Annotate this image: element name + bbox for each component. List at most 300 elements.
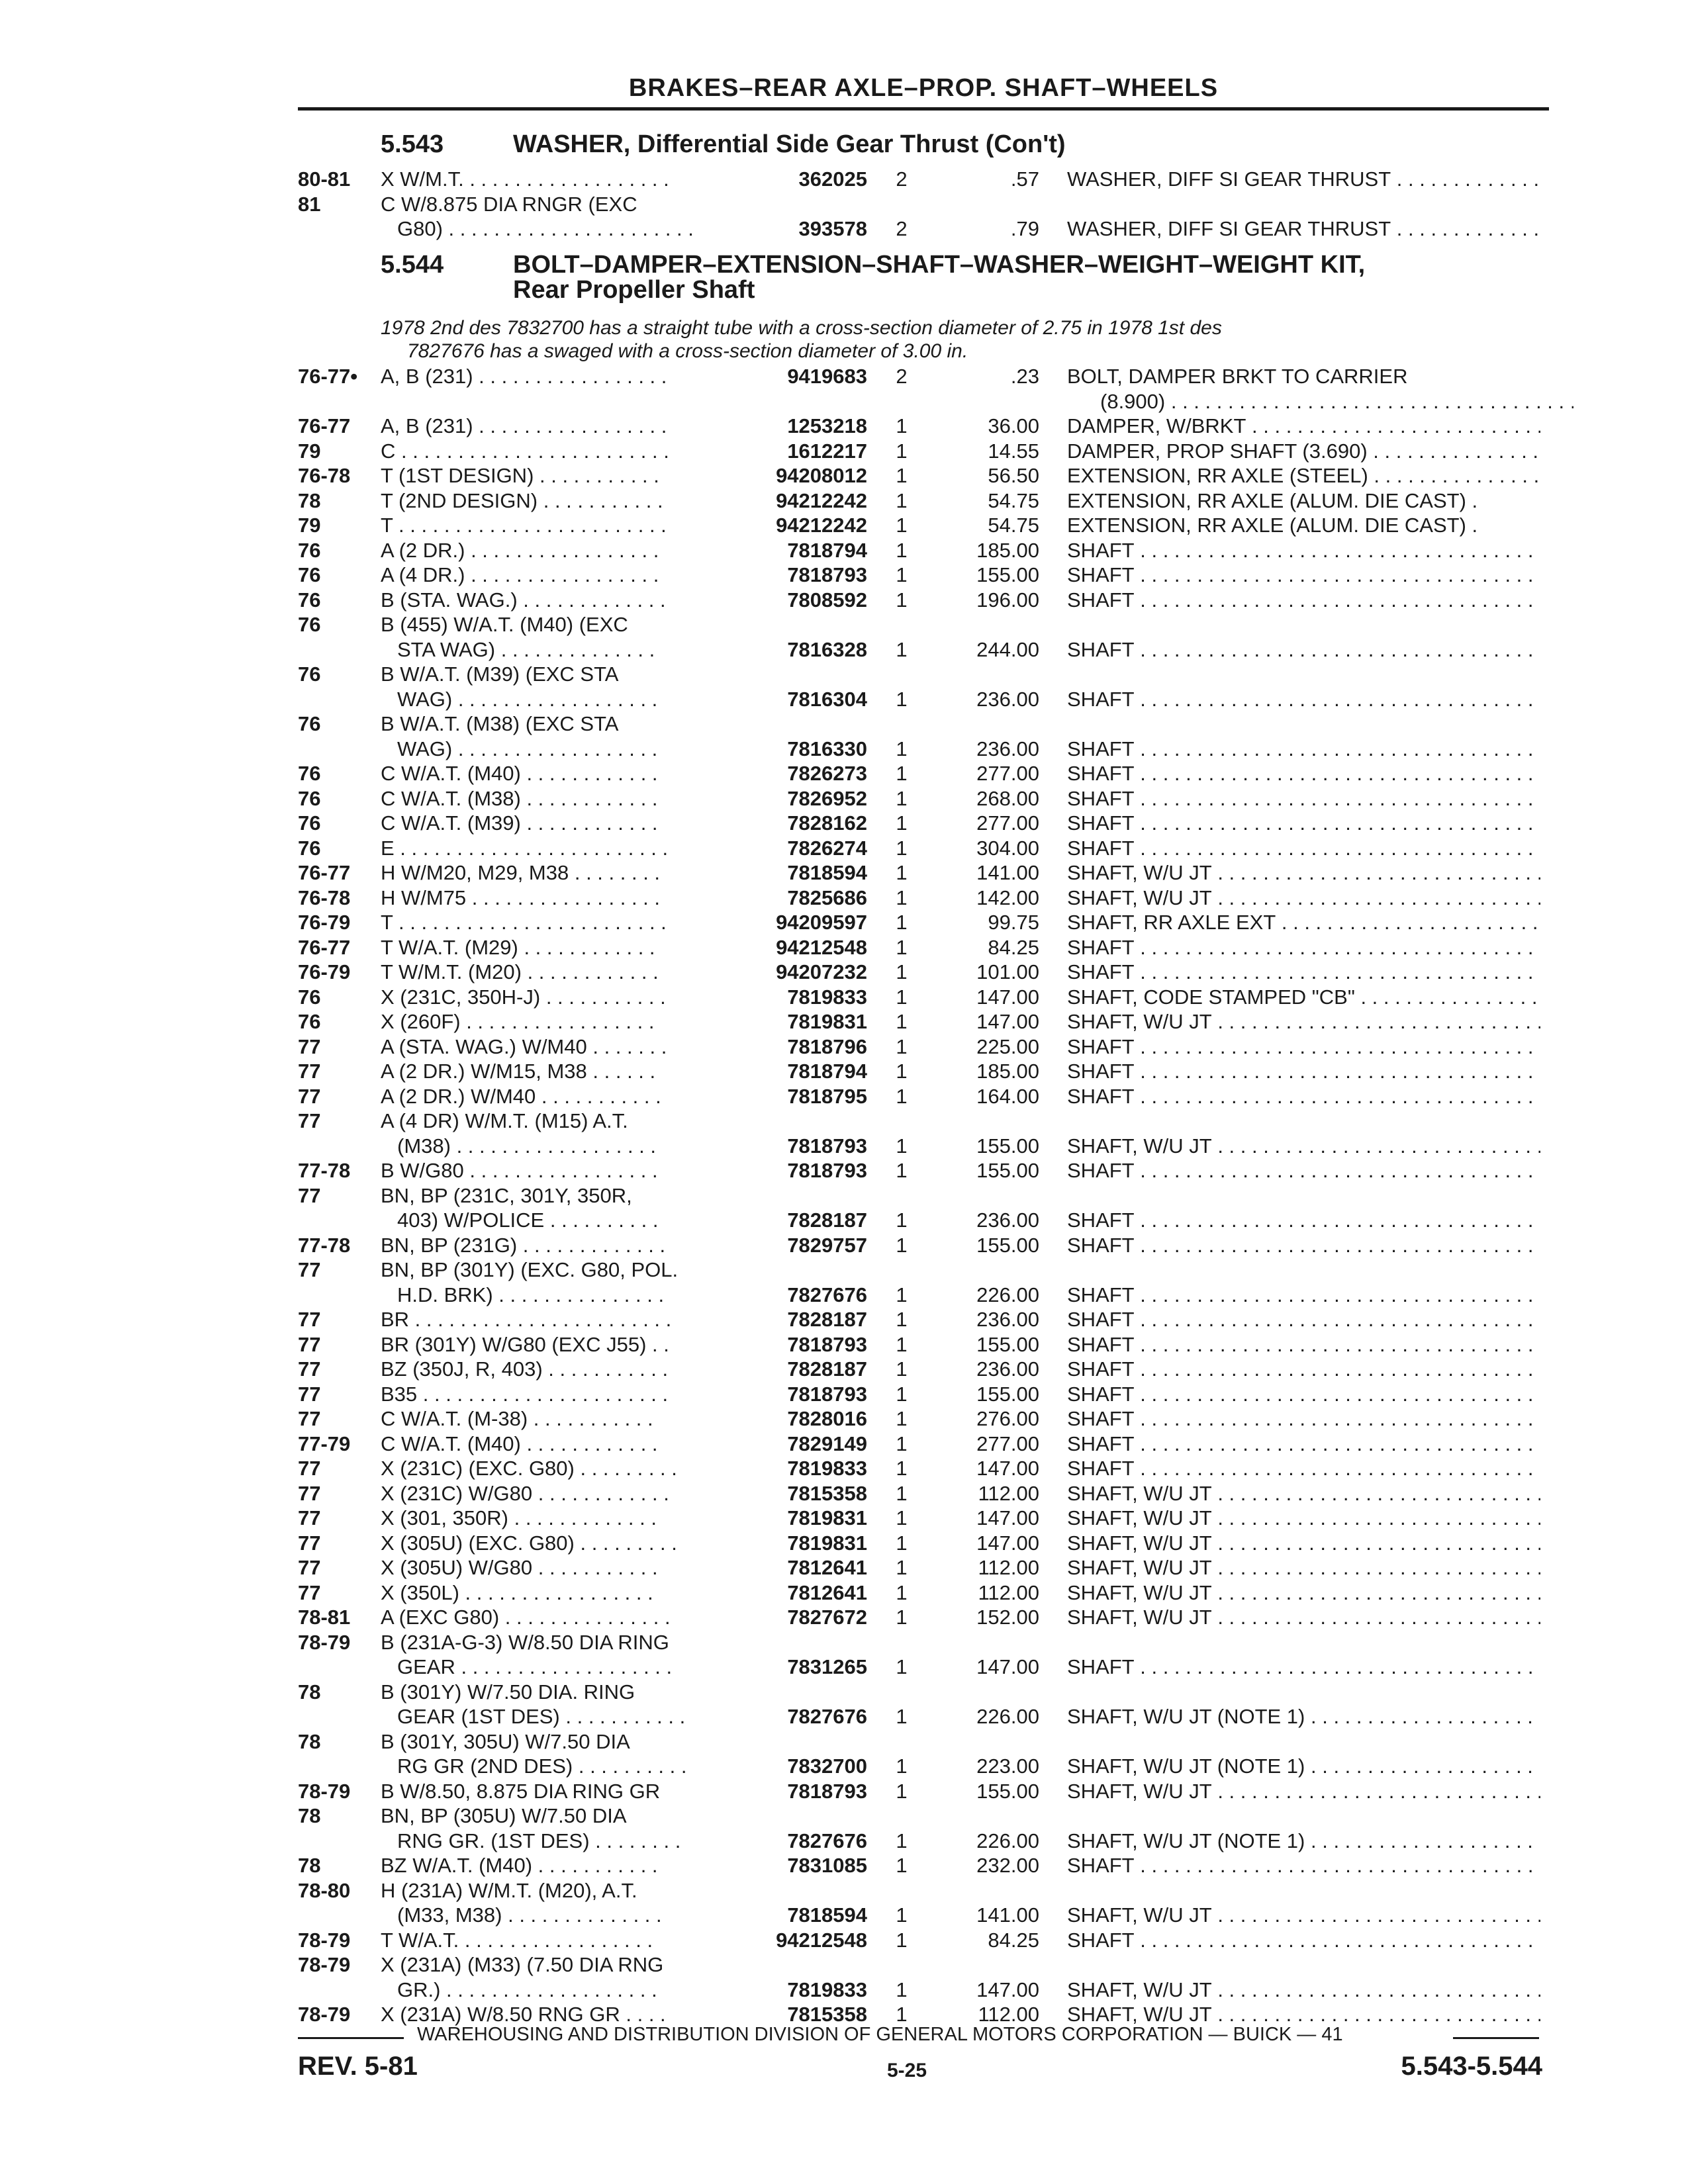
- table-row: [0, 1109, 1688, 1133]
- year-cell: 76: [298, 613, 321, 636]
- description-cell: DAMPER, W/BRKT . . .: [1067, 414, 1540, 438]
- quantity-cell: 1: [896, 1134, 908, 1158]
- model-cell: A, B (231) . . . . . . . . . . . . . . . . .: [381, 414, 667, 437]
- model-cell: B (231A-G-3) W/8.50 DIA RING: [381, 1630, 669, 1654]
- year-cell: 76: [298, 712, 321, 735]
- description-cell: SHAFT, W/U JT . . .: [1067, 1134, 1540, 1158]
- year-cell: 79: [298, 439, 321, 463]
- model-cell: X (301, 350R) . . . . . . . . . . . . .: [381, 1506, 657, 1529]
- model-cell: BR . . . . . . . . . . . . . . . . . . . . . . .: [381, 1308, 672, 1331]
- year-cell: 76: [298, 538, 321, 562]
- part-number-cell: 7815358: [787, 2003, 867, 2026]
- part-number-cell: 94209597: [776, 911, 867, 934]
- table-row: [0, 1233, 1688, 1257]
- part-number-cell: 7818793: [787, 1134, 867, 1158]
- year-cell: 76: [298, 662, 321, 686]
- part-number-cell: 7827672: [787, 1606, 867, 1629]
- year-cell: 77: [298, 1060, 321, 1083]
- year-cell: 78: [298, 1854, 321, 1877]
- table-row: [0, 1432, 1688, 1456]
- part-number-cell: 7831085: [787, 1854, 867, 1877]
- year-cell: 77: [298, 1109, 321, 1132]
- part-number-cell: 7808592: [787, 588, 867, 612]
- price-cell: 223.00: [976, 1754, 1039, 1778]
- model-cell: E . . . . . . . . . . . . . . . . . . . . . . . .: [381, 836, 669, 860]
- model-cell: B (301Y, 305U) W/7.50 DIA: [381, 1729, 630, 1753]
- price-cell: 277.00: [976, 762, 1039, 785]
- price-cell: 142.00: [976, 886, 1039, 909]
- model-cell: T (2ND DESIGN) . . . . . . . . . . .: [381, 488, 663, 512]
- quantity-cell: 1: [896, 1357, 908, 1381]
- price-cell: 276.00: [976, 1407, 1039, 1430]
- description-cell: SHAFT, W/U JT (NOTE 1) . . .: [1067, 1704, 1540, 1729]
- description-cell: SHAFT, W/U JT . . .: [1067, 1779, 1540, 1803]
- part-number-cell: 7828016: [787, 1407, 867, 1430]
- price-cell: 147.00: [976, 1655, 1039, 1678]
- model-cell: X (305U) W/G80 . . . . . . . . . . .: [381, 1556, 658, 1579]
- year-cell: 76-79: [298, 911, 351, 934]
- model-cell: H (231A) W/M.T. (M20), A.T.: [381, 1878, 637, 1902]
- table-row: [0, 1952, 1688, 1977]
- year-cell: 76: [298, 811, 321, 835]
- model-cell: A (EXC G80) . . . . . . . . . . . . . . .: [381, 1606, 671, 1629]
- model-cell: H W/M20, M29, M38 . . . . . . . .: [381, 861, 661, 884]
- table-row: [0, 1257, 1688, 1282]
- price-cell: 196.00: [976, 588, 1039, 612]
- quantity-cell: 1: [896, 886, 908, 909]
- quantity-cell: 1: [896, 464, 908, 487]
- price-cell: 155.00: [976, 1134, 1039, 1158]
- price-cell: 164.00: [976, 1084, 1039, 1108]
- model-cell: H W/M75 . . . . . . . . . . . . . . . . .: [381, 886, 661, 909]
- description-cell: SHAFT, W/U JT . . .: [1067, 1506, 1540, 1530]
- table-row: [0, 985, 1688, 1009]
- price-cell: 185.00: [976, 1060, 1039, 1083]
- quantity-cell: 1: [896, 2003, 908, 2026]
- price-cell: 185.00: [976, 538, 1039, 562]
- part-number-cell: 7819831: [787, 1506, 867, 1529]
- table-row: [0, 588, 1688, 612]
- table-row: [0, 216, 1688, 241]
- description-cell: SHAFT, W/U JT (NOTE 1) . . .: [1067, 1829, 1540, 1853]
- price-cell: .57: [1010, 167, 1039, 191]
- quantity-cell: 1: [896, 1382, 908, 1406]
- year-cell: 78-79: [298, 1779, 351, 1803]
- table-row: [0, 1158, 1688, 1183]
- page-header-title: BRAKES–REAR AXLE–PROP. SHAFT–WHEELS: [628, 74, 1219, 102]
- table-row: [0, 1829, 1688, 1853]
- part-number-cell: 7828187: [787, 1308, 867, 1331]
- price-cell: 84.25: [988, 1928, 1039, 1952]
- quantity-cell: 1: [896, 836, 908, 860]
- quantity-cell: 1: [896, 1332, 908, 1356]
- year-cell: 81: [298, 192, 321, 216]
- model-cell: RG GR (2ND DES) . . . . . . . . . .: [397, 1754, 687, 1778]
- model-cell: BN, BP (305U) W/7.50 DIA: [381, 1804, 627, 1827]
- price-cell: 236.00: [976, 1357, 1039, 1381]
- table-row: [0, 836, 1688, 860]
- note-line2: 7827676 has a swaged with a cross-section diameter of 3.00 in.: [407, 340, 968, 362]
- model-cell: X (260F) . . . . . . . . . . . . . . . . .: [381, 1010, 655, 1033]
- model-cell: A, B (231) . . . . . . . . . . . . . . . . .: [381, 365, 667, 388]
- price-cell: 141.00: [976, 1903, 1039, 1927]
- part-number-cell: 7826273: [787, 762, 867, 785]
- description-cell: SHAFT, W/U JT . . .: [1067, 1605, 1540, 1629]
- footer-rule-right: [1453, 2037, 1539, 2039]
- price-cell: 112.00: [978, 2003, 1039, 2026]
- part-number-cell: 7816304: [787, 687, 867, 711]
- table-row: [0, 886, 1688, 910]
- price-cell: .79: [1010, 217, 1039, 240]
- footer-page-number: 5-25: [887, 2060, 927, 2081]
- year-cell: 76: [298, 563, 321, 586]
- description-cell: SHAFT . . .: [1067, 1208, 1540, 1232]
- model-cell: C . . . . . . . . . . . . . . . . . . . . . . . .: [381, 439, 669, 463]
- model-cell: BN, BP (231C, 301Y, 350R,: [381, 1183, 632, 1207]
- price-cell: 147.00: [976, 1010, 1039, 1033]
- part-number-cell: 7826952: [787, 786, 867, 810]
- part-number-cell: 7816328: [787, 637, 867, 661]
- description-cell: SHAFT . . .: [1067, 637, 1540, 662]
- table-row: [0, 1680, 1688, 1704]
- table-row: [0, 612, 1688, 637]
- table-row: [0, 637, 1688, 662]
- model-cell: X (231A) W/8.50 RNG GR . . . .: [381, 2003, 666, 2026]
- quantity-cell: 1: [896, 935, 908, 959]
- description-cell: SHAFT . . .: [1067, 1853, 1540, 1878]
- year-cell: 77: [298, 1332, 321, 1356]
- quantity-cell: 1: [896, 1457, 908, 1480]
- model-cell: X (231A) (M33) (7.50 DIA RNG: [381, 1953, 664, 1976]
- part-number-cell: 7818594: [787, 861, 867, 884]
- description-cell: SHAFT . . .: [1067, 1332, 1540, 1357]
- year-cell: 76-78: [298, 464, 351, 487]
- table-row: [0, 1878, 1688, 1903]
- description-cell: SHAFT . . .: [1067, 1158, 1540, 1183]
- model-cell: C W/A.T. (M39) . . . . . . . . . . . .: [381, 811, 658, 835]
- table-row: [0, 192, 1688, 216]
- price-cell: 14.55: [988, 439, 1039, 463]
- part-number-cell: 7818793: [787, 563, 867, 586]
- footer-section-range: 5.543-5.544: [1401, 2052, 1542, 2081]
- description-cell: EXTENSION, RR AXLE (ALUM. DIE CAST) .: [1067, 488, 1478, 512]
- quantity-cell: 1: [896, 1705, 908, 1728]
- model-cell: STA WAG) . . . . . . . . . . . . . .: [397, 637, 655, 661]
- description-cell: SHAFT, W/U JT . . .: [1067, 1531, 1540, 1555]
- table-row: [0, 960, 1688, 984]
- model-cell: A (4 DR) W/M.T. (M15) A.T.: [381, 1109, 628, 1132]
- part-number-cell: 7829149: [787, 1432, 867, 1455]
- quantity-cell: 1: [896, 1531, 908, 1555]
- quantity-cell: 1: [896, 861, 908, 884]
- model-cell: C W/A.T. (M40) . . . . . . . . . . . .: [381, 762, 658, 785]
- description-cell: WASHER, DIFF SI GEAR THRUST . . .: [1067, 167, 1540, 191]
- year-cell: 76: [298, 985, 321, 1009]
- model-cell: B W/A.T. (M39) (EXC STA: [381, 662, 619, 686]
- price-cell: 147.00: [976, 1978, 1039, 2001]
- table-row: [0, 2002, 1688, 2026]
- table-row: [0, 1183, 1688, 1208]
- year-cell: 78-79: [298, 2003, 351, 2026]
- description-cell: SHAFT, W/U JT (NOTE 1) . . .: [1067, 1754, 1540, 1778]
- part-number-cell: 7819833: [787, 985, 867, 1009]
- description-cell: SHAFT . . .: [1067, 960, 1540, 984]
- part-number-cell: 7831265: [787, 1655, 867, 1678]
- quantity-cell: 1: [896, 1754, 908, 1778]
- part-number-cell: 94212548: [776, 935, 867, 959]
- description-cell: SHAFT . . .: [1067, 1357, 1540, 1381]
- description-cell: SHAFT . . .: [1067, 836, 1540, 860]
- quantity-cell: 1: [896, 1903, 908, 1927]
- year-cell: 78: [298, 1680, 321, 1704]
- year-cell: 79: [298, 514, 321, 537]
- year-cell: 78-79: [298, 1953, 351, 1976]
- description-cell: SHAFT, CODE STAMPED "CB" . . .: [1067, 985, 1540, 1009]
- table-row: [0, 1134, 1688, 1158]
- year-cell: 77: [298, 1308, 321, 1331]
- quantity-cell: 1: [896, 1978, 908, 2001]
- table-row: [0, 1779, 1688, 1803]
- description-cell: SHAFT . . .: [1067, 1432, 1540, 1456]
- table-row: [0, 1655, 1688, 1679]
- price-cell: 304.00: [976, 836, 1039, 860]
- table-row: [0, 1034, 1688, 1059]
- description-cell: SHAFT, W/U JT . . .: [1067, 860, 1540, 885]
- model-cell: G80) . . . . . . . . . . . . . . . . . . . . . .: [397, 217, 694, 240]
- table-row: [0, 761, 1688, 786]
- price-cell: 225.00: [976, 1034, 1039, 1058]
- model-cell: T W/A.T. (M29) . . . . . . . . . . . .: [381, 935, 655, 959]
- model-cell: A (4 DR.) . . . . . . . . . . . . . . . . .: [381, 563, 659, 586]
- quantity-cell: 1: [896, 1084, 908, 1108]
- part-number-cell: 393578: [798, 217, 867, 240]
- year-cell: 76: [298, 762, 321, 785]
- year-cell: 80-81: [298, 167, 351, 191]
- quantity-cell: 1: [896, 1556, 908, 1579]
- description-cell: WASHER, DIFF SI GEAR THRUST . . .: [1067, 216, 1540, 241]
- description-cell: DAMPER, PROP SHAFT (3.690) . . .: [1067, 439, 1540, 463]
- model-cell: B (STA. WAG.) . . . . . . . . . . . . .: [381, 588, 666, 612]
- quantity-cell: 1: [896, 1060, 908, 1083]
- description-cell: SHAFT . . .: [1067, 1034, 1540, 1059]
- table-row: [0, 1307, 1688, 1332]
- quantity-cell: 2: [896, 167, 908, 191]
- description-cell: SHAFT, W/U JT . . .: [1067, 1903, 1540, 1927]
- table-row: [0, 1531, 1688, 1555]
- year-cell: 76-78: [298, 886, 351, 909]
- price-cell: 236.00: [976, 1308, 1039, 1331]
- quantity-cell: 1: [896, 762, 908, 785]
- year-cell: 77: [298, 1580, 321, 1604]
- note-line1: 1978 2nd des 7832700 has a straight tube with a cross-section diameter of 2.75 in 1978 1st des: [381, 317, 1222, 339]
- model-cell: C W/A.T. (M38) . . . . . . . . . . . .: [381, 786, 658, 810]
- quantity-cell: 1: [896, 1580, 908, 1604]
- year-cell: 76: [298, 1010, 321, 1033]
- year-cell: 76-77•: [298, 365, 358, 388]
- price-cell: 155.00: [976, 1159, 1039, 1182]
- price-cell: 277.00: [976, 1432, 1039, 1455]
- footer-revision: REV. 5-81: [298, 2052, 418, 2081]
- footer-division: WAREHOUSING AND DISTRIBUTION DIVISION OF GENERAL MOTORS CORPORATION — BUICK — 41: [417, 2024, 1343, 2045]
- model-cell: A (2 DR.) . . . . . . . . . . . . . . . . .: [381, 538, 659, 562]
- year-cell: 76: [298, 786, 321, 810]
- price-cell: 54.75: [988, 488, 1039, 512]
- table-row: [0, 1803, 1688, 1828]
- model-cell: (M38) . . . . . . . . . . . . . . . . . .: [397, 1134, 657, 1158]
- price-cell: 99.75: [988, 911, 1039, 934]
- table-row: [0, 1456, 1688, 1480]
- quantity-cell: 1: [896, 1779, 908, 1803]
- description-cell: SHAFT . . .: [1067, 737, 1540, 761]
- part-number-cell: 7826274: [787, 836, 867, 860]
- year-cell: 77: [298, 1407, 321, 1430]
- price-cell: 152.00: [976, 1606, 1039, 1629]
- table-row: [0, 910, 1688, 934]
- quantity-cell: 1: [896, 1506, 908, 1529]
- year-cell: 78: [298, 488, 321, 512]
- quantity-cell: 1: [896, 1407, 908, 1430]
- table-row: [0, 811, 1688, 835]
- quantity-cell: 1: [896, 588, 908, 612]
- price-cell: 155.00: [976, 1382, 1039, 1406]
- description-cell: SHAFT . . .: [1067, 786, 1540, 811]
- section-544-title-line1: BOLT–DAMPER–EXTENSION–SHAFT–WASHER–WEIGHT–WEIGHT KIT,: [513, 251, 1366, 279]
- price-cell: 236.00: [976, 1208, 1039, 1232]
- part-number-cell: 1612217: [787, 439, 867, 463]
- quantity-cell: 1: [896, 960, 908, 983]
- model-cell: BN, BP (301Y) (EXC. G80, POL.: [381, 1258, 679, 1281]
- table-row: [0, 1555, 1688, 1580]
- price-cell: 112.00: [978, 1580, 1039, 1604]
- price-cell: 155.00: [976, 1779, 1039, 1803]
- model-cell: T (1ST DESIGN) . . . . . . . . . . .: [381, 464, 659, 487]
- part-number-cell: 362025: [798, 167, 867, 191]
- model-cell: X (231C) W/G80 . . . . . . . . . . . .: [381, 1481, 669, 1505]
- table-row: [0, 167, 1688, 191]
- price-cell: 155.00: [976, 563, 1039, 586]
- description-cell: EXTENSION, RR AXLE (ALUM. DIE CAST) .: [1067, 514, 1478, 537]
- part-number-cell: 7815358: [787, 1481, 867, 1505]
- part-number-cell: 94212242: [776, 488, 867, 512]
- quantity-cell: 1: [896, 1606, 908, 1629]
- part-number-cell: 7829757: [787, 1233, 867, 1257]
- model-cell: B W/8.50, 8.875 DIA RING GR: [381, 1779, 661, 1803]
- description-cell: SHAFT . . .: [1067, 1059, 1540, 1083]
- quantity-cell: 1: [896, 1034, 908, 1058]
- description-cell: SHAFT . . .: [1067, 1406, 1540, 1431]
- price-cell: 244.00: [976, 637, 1039, 661]
- quantity-cell: 1: [896, 1829, 908, 1852]
- year-cell: 78: [298, 1729, 321, 1753]
- quantity-cell: 1: [896, 563, 908, 586]
- part-number-cell: 7827676: [787, 1829, 867, 1852]
- model-cell: A (2 DR.) W/M15, M38 . . . . . .: [381, 1060, 656, 1083]
- part-number-cell: 7819833: [787, 1457, 867, 1480]
- part-number-cell: 7828187: [787, 1357, 867, 1381]
- quantity-cell: 1: [896, 439, 908, 463]
- year-cell: 78: [298, 1804, 321, 1827]
- table-row: [0, 1853, 1688, 1878]
- model-cell: X (350L) . . . . . . . . . . . . . . . . .: [381, 1580, 653, 1604]
- description-cell: SHAFT . . .: [1067, 1084, 1540, 1109]
- quantity-cell: 1: [896, 1854, 908, 1877]
- price-cell: 236.00: [976, 687, 1039, 711]
- year-cell: 77: [298, 1357, 321, 1381]
- part-number-cell: 7828187: [787, 1208, 867, 1232]
- table-row: [0, 860, 1688, 885]
- year-cell: 77: [298, 1556, 321, 1579]
- quantity-cell: 1: [896, 811, 908, 835]
- table-row: [0, 1481, 1688, 1506]
- description-cell: (8.900) . . .: [1067, 389, 1573, 414]
- model-cell: WAG) . . . . . . . . . . . . . . . . . .: [397, 737, 658, 760]
- price-cell: 226.00: [976, 1283, 1039, 1306]
- table-row: [0, 513, 1688, 537]
- year-cell: 77: [298, 1382, 321, 1406]
- description-cell: SHAFT . . .: [1067, 1233, 1540, 1257]
- year-cell: 77-78: [298, 1159, 351, 1182]
- table-row: [0, 786, 1688, 811]
- part-number-cell: 7819831: [787, 1010, 867, 1033]
- table-row: [0, 1903, 1688, 1927]
- part-number-cell: 7818793: [787, 1779, 867, 1803]
- table-row: [0, 1729, 1688, 1754]
- year-cell: 77: [298, 1481, 321, 1505]
- year-cell: 77: [298, 1034, 321, 1058]
- price-cell: 268.00: [976, 786, 1039, 810]
- price-cell: 147.00: [976, 1506, 1039, 1529]
- quantity-cell: 1: [896, 737, 908, 760]
- quantity-cell: 1: [896, 1208, 908, 1232]
- table-row: [0, 1084, 1688, 1109]
- description-cell: SHAFT, W/U JT . . .: [1067, 1555, 1540, 1580]
- part-number-cell: 7819831: [787, 1531, 867, 1555]
- price-cell: 141.00: [976, 861, 1039, 884]
- table-row: [0, 463, 1688, 488]
- part-number-cell: 9419683: [787, 365, 867, 388]
- table-row: [0, 488, 1688, 513]
- quantity-cell: 2: [896, 217, 908, 240]
- model-cell: B35 . . . . . . . . . . . . . . . . . . . . . .: [381, 1382, 669, 1406]
- quantity-cell: 1: [896, 1010, 908, 1033]
- description-cell: SHAFT, W/U JT . . .: [1067, 1978, 1540, 2002]
- price-cell: 56.50: [988, 464, 1039, 487]
- section-543-title: WASHER, Differential Side Gear Thrust (Con't): [513, 130, 1066, 158]
- model-cell: A (2 DR.) W/M40 . . . . . . . . . . .: [381, 1084, 661, 1108]
- table-row: [0, 389, 1688, 414]
- part-number-cell: 7818793: [787, 1382, 867, 1406]
- year-cell: 77: [298, 1506, 321, 1529]
- table-row: [0, 662, 1688, 686]
- quantity-cell: 1: [896, 514, 908, 537]
- table-row: [0, 1357, 1688, 1381]
- model-cell: BN, BP (231G) . . . . . . . . . . . . .: [381, 1233, 666, 1257]
- part-number-cell: 7827676: [787, 1705, 867, 1728]
- year-cell: 77: [298, 1183, 321, 1207]
- quantity-cell: 1: [896, 538, 908, 562]
- quantity-cell: 1: [896, 911, 908, 934]
- table-row: [0, 1928, 1688, 1952]
- model-cell: C W/A.T. (M40) . . . . . . . . . . . .: [381, 1432, 658, 1455]
- price-cell: 155.00: [976, 1332, 1039, 1356]
- price-cell: 232.00: [976, 1854, 1039, 1877]
- description-cell: SHAFT . . .: [1067, 1655, 1540, 1679]
- table-row: [0, 364, 1688, 388]
- description-cell: SHAFT, W/U JT . . .: [1067, 1580, 1540, 1605]
- quantity-cell: 1: [896, 985, 908, 1009]
- price-cell: 101.00: [976, 960, 1039, 983]
- model-cell: (M33, M38) . . . . . . . . . . . . . .: [397, 1903, 662, 1927]
